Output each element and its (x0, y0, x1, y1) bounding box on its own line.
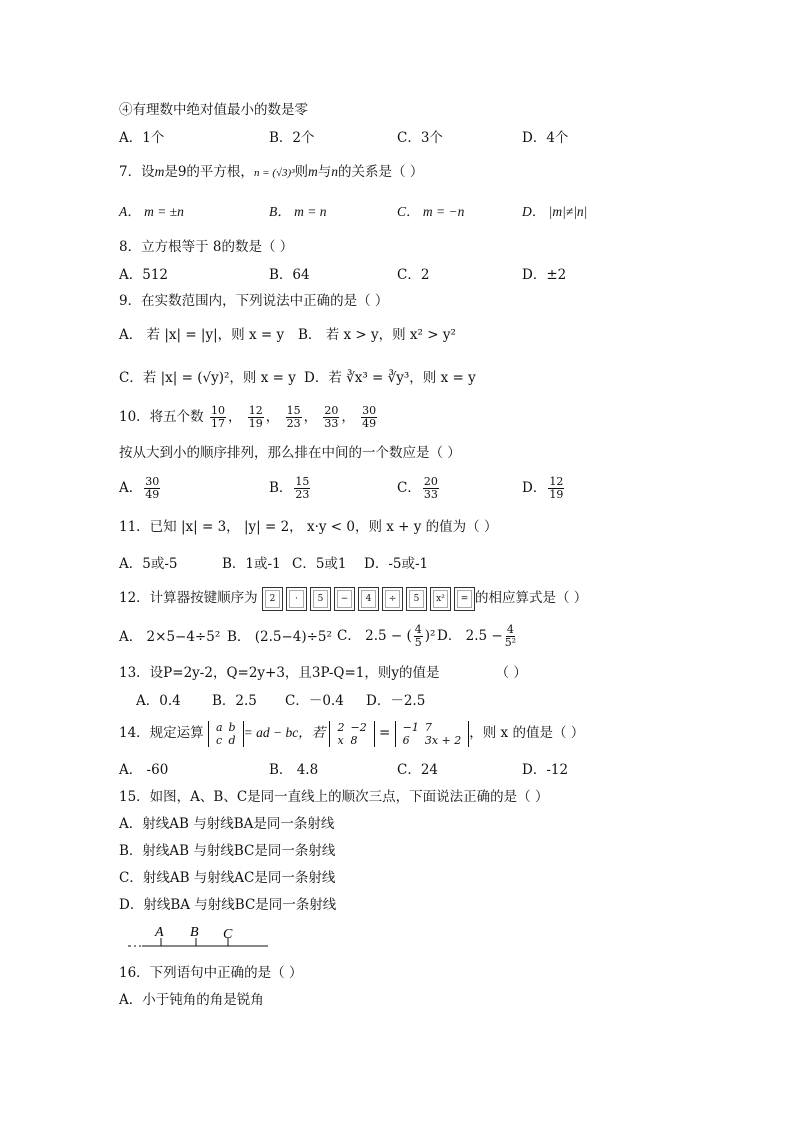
key-minus: − (334, 587, 355, 611)
q6-option-c: C．3个 (397, 130, 443, 146)
q9-option-b: B． 若 x > y，则 x² > y² (298, 327, 456, 343)
key-dot: · (286, 587, 307, 611)
q10-question: 10．将五个数 $\frac{10}{17}$ ， $\frac{12}{19}$ ， $\frac{15}{23}$ ， $\frac{20}{33}$ ， $\frac{30}{49}$ (119, 404, 377, 430)
q13-option-d: D．－2.5 (366, 693, 426, 709)
q10-fraction-2: $\frac{12}{19}$ (248, 404, 263, 430)
q12-option-d: D． 2.5 − $\frac{4}{\text{5²}}$ (437, 623, 517, 649)
q10-question-line2: 按从大到小的顺序排列，那么排在中间的一个数应是（ ） (119, 445, 461, 461)
key-divide: ÷ (382, 587, 403, 611)
key-equals: = (454, 587, 475, 611)
q12-option-b: B． (2.5−4)÷5² (227, 629, 332, 645)
q9-option-a: A． 若 |x| = |y|，则 x = y (119, 327, 285, 343)
q11-question: 11．已知 |x| = 3， |y| = 2， x·y < 0，则 x + y 的值为（ ） (119, 519, 498, 535)
q9-question: 9．在实数范围内，下列说法中正确的是（ ） (119, 293, 389, 309)
q10-option-a: A． $\frac{30}{49}$ (119, 475, 160, 501)
q10-fraction-3: $\frac{15}{23}$ (286, 404, 301, 430)
q14-option-a: A． -60 (119, 762, 169, 778)
q15-question: 15．如图，A、B、C是同一直线上的顺次三点，下面说法正确的是（ ） (119, 789, 549, 805)
q11-option-c: C．5或1 (292, 556, 347, 572)
q15-option-c: C．射线AB 与射线AC是同一条射线 (119, 870, 336, 886)
q8-option-c: C．2 (397, 267, 430, 283)
q12-question: 12．计算器按键顺序为 2 · 5 − 4 ÷ 5 x² = 的相应算式是（ ） (119, 585, 587, 611)
q13-option-a: A．0.4 (136, 693, 181, 709)
left-determinant: 2 −2 x 8 (329, 721, 374, 747)
key-2: 2 (262, 587, 283, 611)
q7-question: 7．设m是9的平方根，n = (√3)³则m与n的关系是（ ） (119, 164, 424, 180)
q6-option-d: D．4个 (522, 130, 569, 146)
q14-question: 14．规定运算 a b c d = ad − bc，若 2 −2 x 8 = −1 7 6 3x + 2 ，则 x 的值是（ ） (119, 720, 585, 747)
q13-option-b: B．2.5 (212, 693, 257, 709)
q10-option-d: D． $\frac{12}{19}$ (522, 475, 564, 501)
q11-option-d: D．-5或-1 (364, 556, 429, 572)
q6-option-b: B．2个 (269, 130, 315, 146)
q8-option-d: D．±2 (522, 267, 567, 283)
right-determinant: −1 7 6 3x + 2 (395, 721, 470, 747)
q13-question: 13．设P=2y-2，Q=2y+3，且3P-Q=1，则y的值是 （ ） (119, 665, 527, 681)
q13-option-c: C．－0.4 (285, 693, 344, 709)
q15-option-d: D．射线BA 与射线BC是同一条射线 (119, 897, 337, 913)
q7-option-d: D． |m|≠|n| (522, 204, 588, 219)
q14-option-c: C．24 (397, 762, 439, 778)
q15-option-a: A．射线AB 与射线BA是同一条射线 (119, 816, 335, 832)
q14-option-b: B． 4.8 (269, 762, 319, 778)
q9-option-c: C．若 |x| = (√y)²，则 x = y (119, 370, 296, 386)
q15-option-b: B．射线AB 与射线BC是同一条射线 (119, 843, 336, 859)
q7-option-b: B． m = n (269, 204, 327, 219)
q16-option-a: A．小于钝角的角是锐角 (119, 992, 264, 1008)
q14-option-d: D．-12 (522, 762, 569, 778)
q10-option-b: B． $\frac{15}{23}$ (269, 475, 310, 501)
q8-option-a: A．512 (119, 267, 169, 283)
key-5: 5 (310, 587, 331, 611)
point-label-a: A (155, 925, 164, 940)
q10-fraction-4: $\frac{20}{33}$ (324, 404, 339, 430)
key-5b: 5 (406, 587, 427, 611)
q10-fraction-5: $\frac{30}{49}$ (362, 404, 377, 430)
key-4: 4 (358, 587, 379, 611)
q12-option-a: A． 2×5−4÷5² (119, 629, 221, 645)
q6-statement-4: ④有理数中绝对值最小的数是零 (119, 102, 308, 118)
calculator-key-sequence (262, 587, 475, 611)
point-label-c: C (223, 927, 233, 942)
q16-question: 16．下列语句中正确的是（ ） (119, 965, 303, 981)
q6-option-a: A．1个 (119, 130, 165, 146)
q8-option-b: B．64 (269, 267, 310, 283)
q7-option-a: A． m = ±n (119, 204, 184, 219)
definition-determinant: a b c d (208, 721, 244, 747)
key-square: x² (430, 587, 451, 611)
q7-option-c: C． m = −n (397, 204, 465, 219)
q8-question: 8．立方根等于 8的数是（ ） (119, 239, 294, 255)
q11-option-b: B．1或-1 (222, 556, 281, 572)
point-label-b: B (190, 925, 199, 940)
q10-option-c: C． $\frac{20}{33}$ (397, 475, 438, 501)
q9-option-d: D．若 ∛x³ = ∛y³，则 x = y (304, 370, 476, 386)
q10-fraction-1: $\frac{10}{17}$ (210, 404, 225, 430)
q12-option-c: C． 2.5 − ( $\frac{4}{5}$ )² (337, 623, 436, 649)
q11-option-a: A．5或-5 (119, 556, 178, 572)
q15-line-figure (128, 924, 273, 950)
